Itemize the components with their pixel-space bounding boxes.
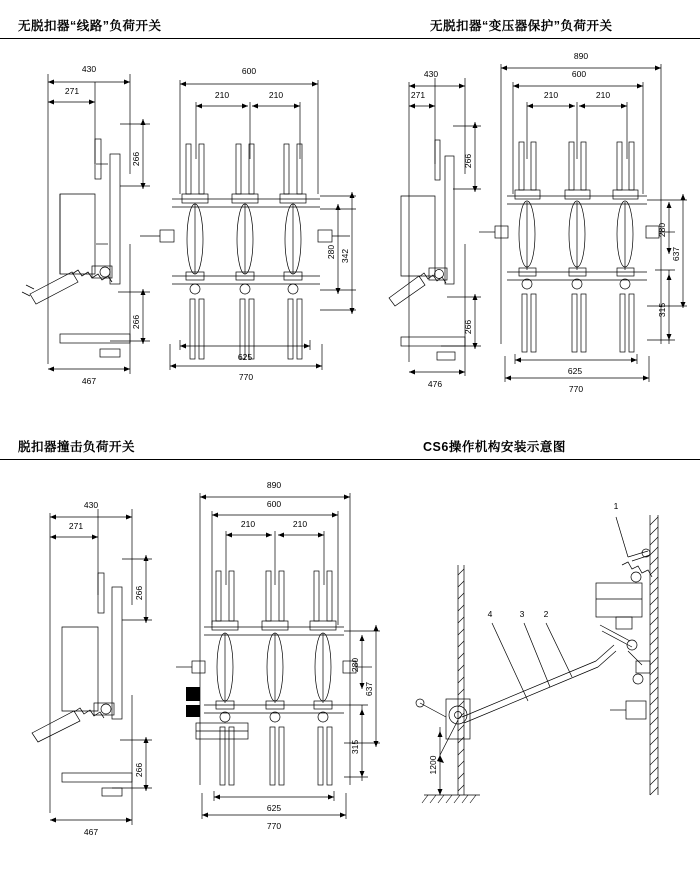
figure-transformer-switch	[383, 44, 700, 434]
dim-770: 770	[568, 384, 584, 394]
dim-271: 271	[68, 521, 84, 531]
dim-266-top: 266	[134, 585, 144, 601]
dim-625: 625	[567, 366, 583, 376]
figure-title-transformer-switch: 无脱扣器“变压器保护”负荷开关	[430, 19, 613, 33]
dim-266-bottom: 266	[463, 319, 473, 335]
dim-625: 625	[237, 352, 253, 362]
figure-line-switch	[0, 44, 380, 434]
dim-625: 625	[266, 803, 282, 813]
dim-315: 315	[657, 302, 667, 318]
dim-271: 271	[64, 86, 80, 96]
figure-title-cs6-mechanism: CS6操作机构安装示意图	[423, 440, 566, 454]
dim-210-a: 210	[240, 519, 256, 529]
dim-210-a: 210	[543, 90, 559, 100]
figure-cs6-mechanism	[400, 465, 700, 865]
dim-467: 467	[83, 827, 99, 837]
callout-4: 4	[487, 609, 493, 619]
dim-770: 770	[266, 821, 282, 831]
figure-trip-impact-switch	[0, 465, 400, 865]
figure-trip-impact-switch-drawing	[0, 465, 400, 865]
figure-transformer-switch-drawing	[383, 44, 700, 434]
dim-280: 280	[350, 657, 360, 673]
divider-top	[0, 38, 700, 39]
dim-210-b: 210	[292, 519, 308, 529]
figure-title-trip-impact-switch: 脱扣器撞击负荷开关	[18, 440, 136, 454]
dim-890: 890	[573, 51, 589, 61]
dim-890: 890	[266, 480, 282, 490]
divider-middle	[0, 459, 700, 460]
dim-1200: 1200	[428, 755, 438, 775]
figure-cs6-mechanism-drawing	[400, 465, 700, 865]
dim-637: 637	[364, 681, 374, 697]
dim-342: 342	[340, 248, 350, 264]
dim-637: 637	[671, 246, 681, 262]
dim-280: 280	[326, 244, 336, 260]
dim-430: 430	[423, 69, 439, 79]
dim-600: 600	[571, 69, 587, 79]
dim-210-a: 210	[214, 90, 230, 100]
dim-266-top: 266	[131, 151, 141, 167]
dim-210-b: 210	[268, 90, 284, 100]
dim-315: 315	[350, 739, 360, 755]
figure-title-line-switch: 无脱扣器“线路”负荷开关	[18, 19, 162, 33]
dim-770: 770	[238, 372, 254, 382]
callout-1: 1	[613, 501, 619, 511]
callout-3: 3	[519, 609, 525, 619]
figure-line-switch-drawing	[0, 44, 380, 434]
dim-266-bottom: 266	[134, 762, 144, 778]
dim-600: 600	[241, 66, 257, 76]
dim-600: 600	[266, 499, 282, 509]
dim-210-b: 210	[595, 90, 611, 100]
dim-271: 271	[410, 90, 426, 100]
dim-476: 476	[427, 379, 443, 389]
dim-467: 467	[81, 376, 97, 386]
dim-266-bottom: 266	[131, 314, 141, 330]
dim-430: 430	[81, 64, 97, 74]
dim-280: 280	[657, 222, 667, 238]
callout-2: 2	[543, 609, 549, 619]
dim-266-top: 266	[463, 153, 473, 169]
dim-430: 430	[83, 500, 99, 510]
